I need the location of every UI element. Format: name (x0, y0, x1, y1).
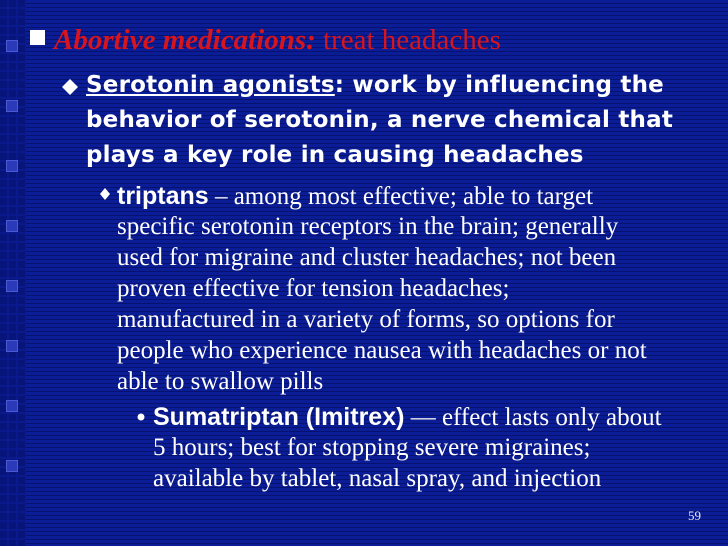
triptans-line-3: used for migraine and cluster headaches; not been (117, 244, 617, 271)
heading-rest: treat headaches (315, 24, 501, 56)
diamond-bullet-icon (62, 79, 78, 95)
bar-square-icon (6, 400, 18, 412)
serotonin-line-1 (86, 72, 664, 98)
serotonin-line-3: plays a key role in causing headaches (86, 142, 584, 168)
bar-square-icon (6, 280, 18, 292)
sumatriptan-line-2: 5 hours; best for stopping severe migraines; (153, 434, 591, 461)
triptans-line-4: proven effective for tension headaches; (117, 275, 510, 302)
serotonin-line-2: behavior of serotonin, a nerve chemical that (86, 107, 674, 133)
bar-square-icon (6, 100, 18, 112)
triptans-line-1-rest: – among most effective; able to target (208, 183, 594, 210)
heading-label: Abortive medications: (54, 24, 316, 56)
triptans-line-2: specific serotonin receptors in the brain; generally (117, 213, 619, 240)
bar-square-icon (6, 160, 18, 172)
sumatriptan-line-1 (153, 403, 662, 432)
bar-square-icon (6, 220, 18, 232)
dot-bullet-icon (137, 413, 145, 421)
bar-square-icon (6, 340, 18, 352)
square-bullet-icon (30, 30, 46, 46)
left-decorative-bar (0, 0, 26, 546)
bar-square-icon (6, 40, 18, 52)
triptans-line-5: manufactured in a variety of forms, so options for (117, 306, 615, 333)
page-number: 59 (688, 508, 701, 523)
sumatriptan-line-1-rest: — effect lasts only about (404, 404, 662, 431)
triptans-line-6: people who experience nausea with headaches or not (117, 337, 647, 364)
triptans-term: triptans (117, 182, 209, 210)
small-diamond-bullet-icon (100, 188, 112, 201)
bar-square-icon (6, 460, 18, 472)
triptans-line-7: able to swallow pills (117, 368, 324, 395)
heading-line (54, 24, 501, 57)
serotonin-line-1-rest: : work by influencing the (334, 72, 664, 98)
triptans-line-1 (117, 182, 593, 211)
sumatriptan-line-3: available by tablet, nasal spray, and injection (153, 465, 602, 492)
serotonin-agonists-term: Serotonin agonists (86, 72, 335, 98)
sumatriptan-term: Sumatriptan (Imitrex) (153, 403, 405, 431)
